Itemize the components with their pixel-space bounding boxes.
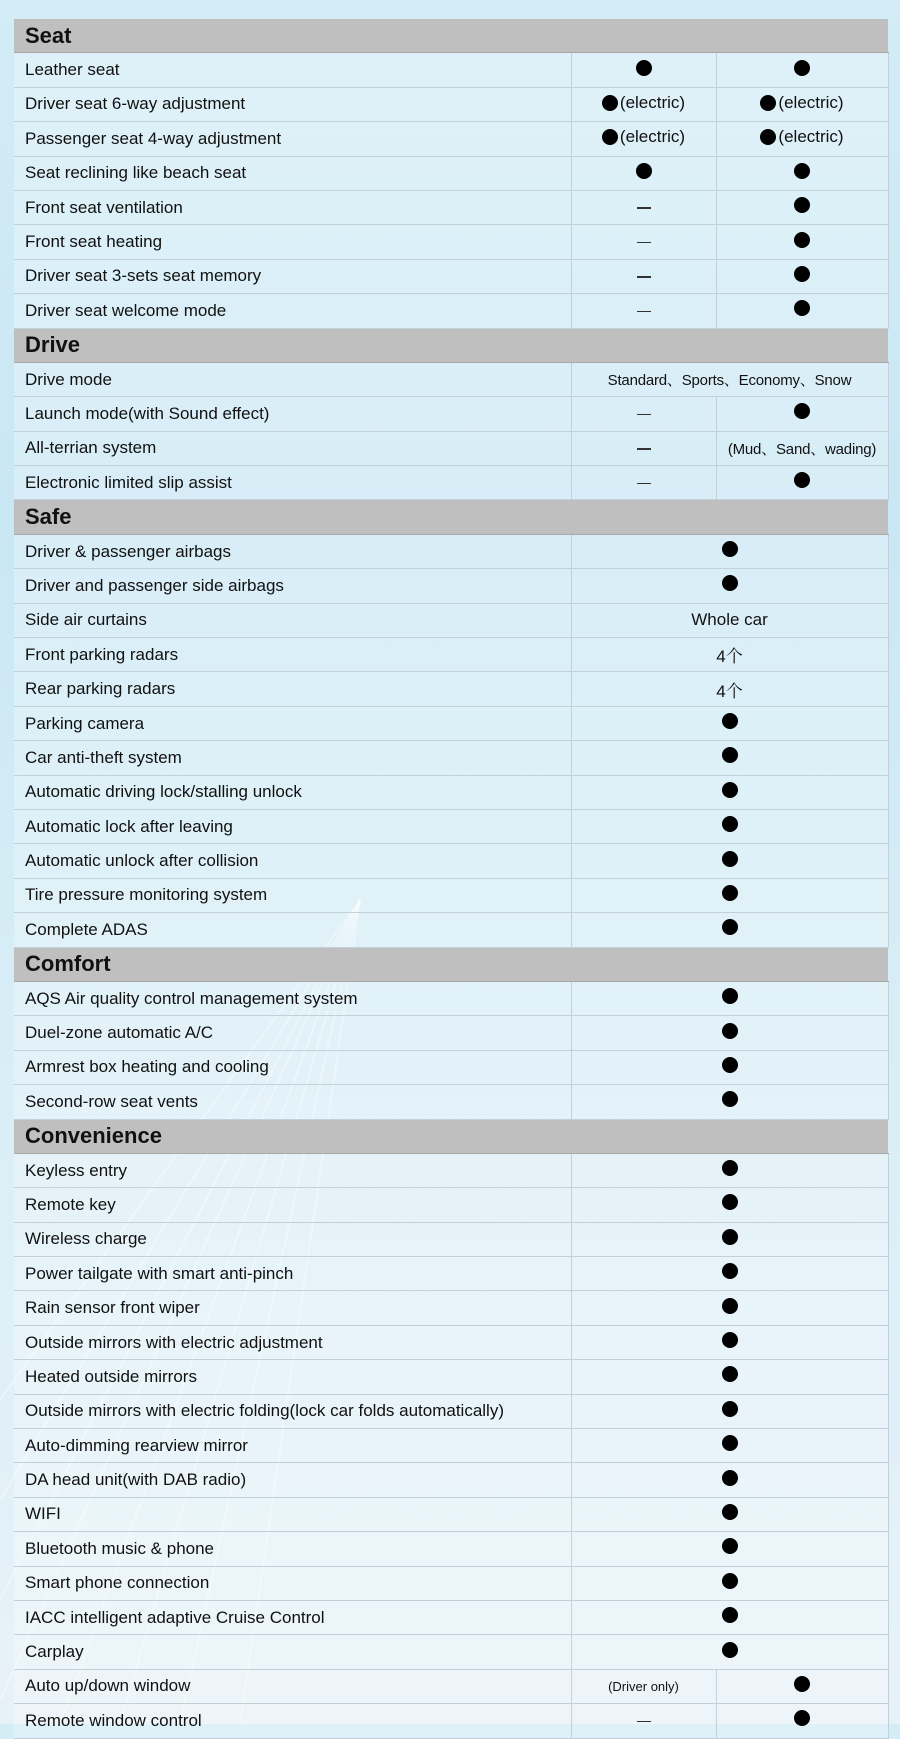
feature-label: Parking camera xyxy=(14,706,571,740)
filled-dot-icon xyxy=(722,851,738,867)
value-note: (electric) xyxy=(778,127,844,147)
standard-mark xyxy=(722,713,738,729)
feature-value xyxy=(716,431,888,465)
table-row xyxy=(14,878,888,912)
filled-dot-icon xyxy=(794,197,810,213)
feature-label: Passenger seat 4-way adjustment xyxy=(14,122,571,156)
feature-value xyxy=(571,294,716,328)
filled-dot-icon xyxy=(722,988,738,1004)
table-row xyxy=(14,603,888,637)
table-row xyxy=(14,1325,888,1359)
table-row xyxy=(14,706,888,740)
not-available-dash-icon xyxy=(637,1721,651,1723)
feature-value xyxy=(571,981,888,1015)
feature-label: Remote window control xyxy=(14,1704,571,1738)
standard-mark xyxy=(722,919,738,935)
feature-label: Launch mode(with Sound effect) xyxy=(14,397,571,431)
filled-dot-icon xyxy=(722,816,738,832)
standard-mark xyxy=(794,163,810,179)
filled-dot-icon xyxy=(794,266,810,282)
spec-table xyxy=(14,19,889,1739)
standard-mark xyxy=(722,1194,738,1210)
table-row xyxy=(14,741,888,775)
filled-dot-icon xyxy=(722,1229,738,1245)
feature-label: Power tailgate with smart anti-pinch xyxy=(14,1257,571,1291)
not-available-dash-icon xyxy=(637,311,651,313)
table-row xyxy=(14,1566,888,1600)
table-row xyxy=(14,294,888,328)
table-row xyxy=(14,638,888,672)
standard-mark xyxy=(794,300,810,316)
standard-mark xyxy=(722,782,738,798)
feature-value xyxy=(716,156,888,190)
feature-value xyxy=(571,1291,888,1325)
feature-label: AQS Air quality control management system xyxy=(14,981,571,1015)
value-note: (electric) xyxy=(619,92,686,112)
feature-label: Automatic driving lock/stalling unlock xyxy=(14,775,571,809)
filled-dot-icon xyxy=(722,713,738,729)
feature-value xyxy=(716,259,888,293)
feature-value xyxy=(716,294,888,328)
feature-value xyxy=(716,1704,888,1738)
filled-dot-icon xyxy=(722,1057,738,1073)
filled-dot-icon xyxy=(722,1023,738,1039)
feature-label: Auto-dimming rearview mirror xyxy=(14,1429,571,1463)
feature-value xyxy=(571,878,888,912)
standard-mark xyxy=(760,93,843,113)
section-title: Drive xyxy=(14,328,888,362)
filled-dot-icon xyxy=(722,1470,738,1486)
standard-mark xyxy=(722,1229,738,1245)
standard-mark xyxy=(722,816,738,832)
not-available-dash-icon xyxy=(637,207,651,209)
feature-value xyxy=(571,1704,716,1738)
table-row xyxy=(14,1497,888,1531)
standard-mark xyxy=(794,472,810,488)
filled-dot-icon xyxy=(722,1435,738,1451)
standard-mark xyxy=(722,988,738,1004)
standard-mark xyxy=(794,232,810,248)
standard-mark xyxy=(722,1401,738,1417)
standard-mark xyxy=(794,197,810,213)
feature-label: Front parking radars xyxy=(14,638,571,672)
filled-dot-icon xyxy=(722,1160,738,1176)
table-row xyxy=(14,190,888,224)
standard-mark xyxy=(794,60,810,76)
table-row xyxy=(14,672,888,706)
filled-dot-icon xyxy=(794,1676,810,1692)
feature-value xyxy=(716,53,888,87)
filled-dot-icon xyxy=(722,1504,738,1520)
value-text: (Driver only) xyxy=(608,1678,679,1694)
feature-value xyxy=(571,1635,888,1669)
value-text: 4个 xyxy=(716,647,743,667)
filled-dot-icon xyxy=(794,163,810,179)
feature-value xyxy=(571,1257,888,1291)
feature-label: Outside mirrors with electric adjustment xyxy=(14,1325,571,1359)
value-note: (electric) xyxy=(778,92,844,112)
feature-value xyxy=(571,1222,888,1256)
standard-mark xyxy=(722,1538,738,1554)
feature-value xyxy=(571,190,716,224)
feature-value xyxy=(571,844,888,878)
filled-dot-icon xyxy=(722,747,738,763)
section-header xyxy=(14,19,888,53)
filled-dot-icon xyxy=(722,1607,738,1623)
feature-value xyxy=(571,1153,888,1187)
feature-value xyxy=(571,603,888,637)
feature-label: Duel-zone automatic A/C xyxy=(14,1016,571,1050)
feature-value xyxy=(571,913,888,947)
feature-label: Rain sensor front wiper xyxy=(14,1291,571,1325)
feature-value xyxy=(716,190,888,224)
feature-label: Outside mirrors with electric folding(lock car folds automatically) xyxy=(14,1394,571,1428)
standard-mark xyxy=(722,1607,738,1623)
filled-dot-icon xyxy=(794,232,810,248)
feature-value xyxy=(571,569,888,603)
feature-value xyxy=(571,1394,888,1428)
feature-label: Auto up/down window xyxy=(14,1669,571,1703)
feature-label: Driver seat 3-sets seat memory xyxy=(14,259,571,293)
filled-dot-icon xyxy=(794,60,810,76)
feature-label: Wireless charge xyxy=(14,1222,571,1256)
standard-mark xyxy=(722,1057,738,1073)
filled-dot-icon xyxy=(794,300,810,316)
table-row xyxy=(14,259,888,293)
standard-mark xyxy=(636,60,652,76)
section-header xyxy=(14,328,888,362)
not-available-dash-icon xyxy=(637,483,651,485)
table-row xyxy=(14,362,888,396)
filled-dot-icon xyxy=(722,541,738,557)
feature-label: Tire pressure monitoring system xyxy=(14,878,571,912)
standard-mark xyxy=(722,1332,738,1348)
table-row xyxy=(14,534,888,568)
table-row xyxy=(14,1222,888,1256)
standard-mark xyxy=(602,127,685,147)
not-available-dash-icon xyxy=(637,242,651,244)
feature-value xyxy=(716,225,888,259)
feature-label: Driver seat 6-way adjustment xyxy=(14,87,571,121)
section-title: Convenience xyxy=(14,1119,888,1153)
filled-dot-icon xyxy=(722,782,738,798)
feature-value xyxy=(571,87,716,121)
value-note: (electric) xyxy=(619,127,686,147)
standard-mark xyxy=(794,1676,810,1692)
filled-dot-icon xyxy=(722,1263,738,1279)
standard-mark xyxy=(722,575,738,591)
table-row xyxy=(14,1394,888,1428)
standard-mark xyxy=(722,1263,738,1279)
feature-value xyxy=(716,397,888,431)
filled-dot-icon xyxy=(636,163,652,179)
standard-mark xyxy=(722,851,738,867)
feature-value xyxy=(716,122,888,156)
table-row xyxy=(14,913,888,947)
standard-mark xyxy=(722,1504,738,1520)
feature-value xyxy=(571,534,888,568)
table-row xyxy=(14,1463,888,1497)
feature-label: Remote key xyxy=(14,1188,571,1222)
table-row xyxy=(14,569,888,603)
table-row xyxy=(14,1085,888,1119)
table-row xyxy=(14,1669,888,1703)
feature-label: WIFI xyxy=(14,1497,571,1531)
standard-mark xyxy=(722,1573,738,1589)
table-row xyxy=(14,981,888,1015)
standard-mark xyxy=(636,163,652,179)
feature-value xyxy=(571,225,716,259)
table-row xyxy=(14,466,888,500)
feature-value xyxy=(571,397,716,431)
feature-label: Armrest box heating and cooling xyxy=(14,1050,571,1084)
feature-label: Carplay xyxy=(14,1635,571,1669)
feature-value xyxy=(571,1085,888,1119)
table-row xyxy=(14,1153,888,1187)
feature-label: Complete ADAS xyxy=(14,913,571,947)
table-row xyxy=(14,1188,888,1222)
table-row xyxy=(14,1016,888,1050)
feature-label: DA head unit(with DAB radio) xyxy=(14,1463,571,1497)
feature-label: Leather seat xyxy=(14,53,571,87)
feature-value xyxy=(571,1188,888,1222)
section-title: Comfort xyxy=(14,947,888,981)
standard-mark xyxy=(722,1435,738,1451)
feature-label: Front seat ventilation xyxy=(14,190,571,224)
value-text: Whole car xyxy=(691,610,768,630)
value-text: (Mud、Sand、wading) xyxy=(727,440,877,458)
standard-mark xyxy=(760,127,843,147)
feature-value xyxy=(571,1325,888,1359)
feature-label: Driver and passenger side airbags xyxy=(14,569,571,603)
filled-dot-icon xyxy=(760,129,776,145)
table-row xyxy=(14,431,888,465)
feature-label: Second-row seat vents xyxy=(14,1085,571,1119)
feature-value xyxy=(571,1016,888,1050)
standard-mark xyxy=(722,1642,738,1658)
feature-value xyxy=(571,1360,888,1394)
table-row xyxy=(14,809,888,843)
feature-value xyxy=(571,1566,888,1600)
feature-value xyxy=(571,1429,888,1463)
filled-dot-icon xyxy=(722,1538,738,1554)
table-row xyxy=(14,156,888,190)
filled-dot-icon xyxy=(722,1298,738,1314)
filled-dot-icon xyxy=(794,403,810,419)
table-row xyxy=(14,775,888,809)
standard-mark xyxy=(602,93,685,113)
filled-dot-icon xyxy=(722,1332,738,1348)
table-row xyxy=(14,1635,888,1669)
not-available-dash-icon xyxy=(637,276,651,278)
filled-dot-icon xyxy=(760,95,776,111)
feature-value xyxy=(571,1497,888,1531)
feature-value xyxy=(571,809,888,843)
section-header xyxy=(14,947,888,981)
feature-label: Heated outside mirrors xyxy=(14,1360,571,1394)
feature-value xyxy=(571,1532,888,1566)
section-title: Safe xyxy=(14,500,888,534)
feature-value xyxy=(571,156,716,190)
feature-label: Electronic limited slip assist xyxy=(14,466,571,500)
standard-mark xyxy=(722,1298,738,1314)
filled-dot-icon xyxy=(722,885,738,901)
filled-dot-icon xyxy=(722,1194,738,1210)
table-row xyxy=(14,225,888,259)
table-row xyxy=(14,1257,888,1291)
filled-dot-icon xyxy=(722,1366,738,1382)
standard-mark xyxy=(794,266,810,282)
standard-mark xyxy=(722,541,738,557)
table-row xyxy=(14,1600,888,1634)
feature-value xyxy=(571,706,888,740)
table-row xyxy=(14,1532,888,1566)
standard-mark xyxy=(722,1470,738,1486)
table-row xyxy=(14,1050,888,1084)
standard-mark xyxy=(794,403,810,419)
feature-label: Car anti-theft system xyxy=(14,741,571,775)
feature-label: Automatic lock after leaving xyxy=(14,809,571,843)
feature-label: All-terrian system xyxy=(14,431,571,465)
filled-dot-icon xyxy=(722,575,738,591)
feature-value xyxy=(571,53,716,87)
not-available-dash-icon xyxy=(637,414,651,416)
feature-label: Bluetooth music & phone xyxy=(14,1532,571,1566)
filled-dot-icon xyxy=(636,60,652,76)
standard-mark xyxy=(722,885,738,901)
standard-mark xyxy=(722,1091,738,1107)
standard-mark xyxy=(722,747,738,763)
filled-dot-icon xyxy=(794,472,810,488)
feature-label: Smart phone connection xyxy=(14,1566,571,1600)
feature-value xyxy=(571,638,888,672)
standard-mark xyxy=(722,1366,738,1382)
table-row xyxy=(14,87,888,121)
feature-label: IACC intelligent adaptive Cruise Control xyxy=(14,1600,571,1634)
table-row xyxy=(14,1704,888,1738)
feature-value xyxy=(571,1669,716,1703)
filled-dot-icon xyxy=(722,919,738,935)
table-row xyxy=(14,1429,888,1463)
feature-value xyxy=(571,431,716,465)
feature-label: Side air curtains xyxy=(14,603,571,637)
table-row xyxy=(14,1360,888,1394)
feature-label: Front seat heating xyxy=(14,225,571,259)
feature-value xyxy=(571,741,888,775)
filled-dot-icon xyxy=(722,1573,738,1589)
feature-value xyxy=(571,1463,888,1497)
filled-dot-icon xyxy=(602,95,618,111)
feature-label: Keyless entry xyxy=(14,1153,571,1187)
section-header xyxy=(14,500,888,534)
standard-mark xyxy=(722,1160,738,1176)
feature-value xyxy=(716,87,888,121)
feature-value xyxy=(571,775,888,809)
feature-value xyxy=(716,466,888,500)
table-row xyxy=(14,1291,888,1325)
not-available-dash-icon xyxy=(637,448,651,450)
section-title: Seat xyxy=(14,19,888,53)
value-text: 4个 xyxy=(716,681,743,701)
feature-label: Driver seat welcome mode xyxy=(14,294,571,328)
feature-value xyxy=(571,259,716,293)
feature-value xyxy=(571,122,716,156)
filled-dot-icon xyxy=(602,129,618,145)
feature-value xyxy=(571,362,888,396)
filled-dot-icon xyxy=(722,1401,738,1417)
feature-label: Drive mode xyxy=(14,362,571,396)
table-row xyxy=(14,53,888,87)
table-row xyxy=(14,397,888,431)
feature-label: Seat reclining like beach seat xyxy=(14,156,571,190)
value-text: Standard、Sports、Economy、Snow xyxy=(607,372,852,390)
feature-value xyxy=(571,1050,888,1084)
section-header xyxy=(14,1119,888,1153)
feature-label: Rear parking radars xyxy=(14,672,571,706)
feature-value xyxy=(716,1669,888,1703)
filled-dot-icon xyxy=(722,1091,738,1107)
table-row xyxy=(14,844,888,878)
feature-value xyxy=(571,1600,888,1634)
standard-mark xyxy=(722,1023,738,1039)
feature-label: Automatic unlock after collision xyxy=(14,844,571,878)
feature-label: Driver & passenger airbags xyxy=(14,534,571,568)
feature-value xyxy=(571,466,716,500)
filled-dot-icon xyxy=(722,1642,738,1658)
feature-value xyxy=(571,672,888,706)
table-row xyxy=(14,122,888,156)
